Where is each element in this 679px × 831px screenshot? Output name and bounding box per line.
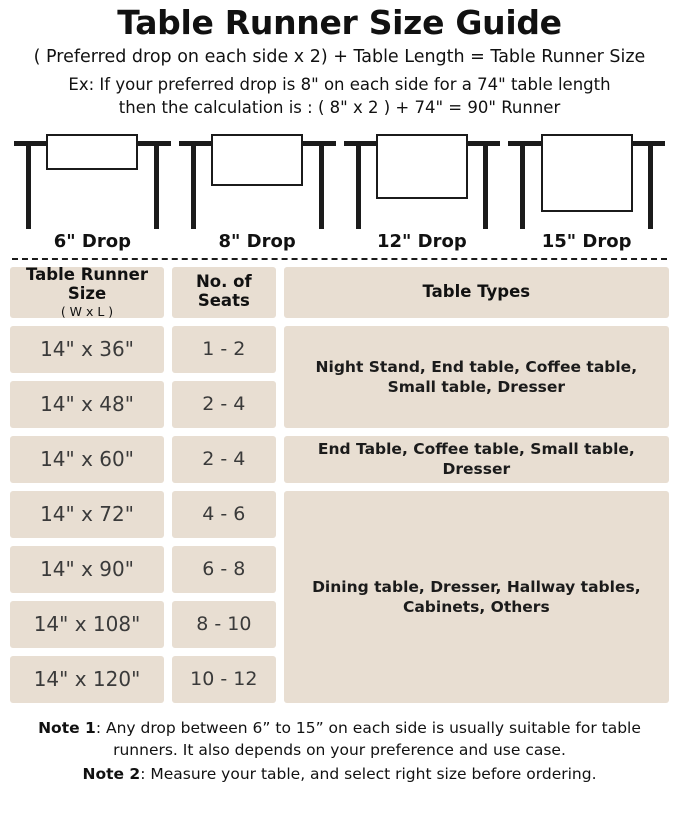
table-leg-left [520, 146, 525, 229]
runner-shape-15 [541, 134, 633, 212]
note-2-text: : Measure your table, and select right size before ordering. [140, 764, 597, 783]
table-row: 6 - 8 [172, 546, 276, 593]
table-leg-right [154, 146, 159, 229]
table-row: 8 - 10 [172, 601, 276, 648]
table-leg-right [319, 146, 324, 229]
note-1-text: : Any drop between 6” to 15” on each side is usually suitable for table runners. It also depends on your preference and use case. [95, 718, 641, 759]
table-row: 10 - 12 [172, 656, 276, 703]
table-row: 14" x 90" [10, 546, 164, 593]
table-leg-right [648, 146, 653, 229]
example-block [10, 74, 669, 119]
table-row: 14" x 108" [10, 601, 164, 648]
header-seats [172, 267, 276, 318]
drop-label-8: 8" Drop [218, 230, 296, 252]
note-2-label: Note 2 [82, 764, 141, 783]
example-line-2: then the calculation is : ( 8" x 2 ) + 74" = 90" Runner [118, 97, 561, 117]
table-row: 14" x 72" [10, 491, 164, 538]
column-seats [172, 267, 276, 711]
table-row: 14" x 48" [10, 381, 164, 428]
divider-dashed [12, 258, 667, 260]
table-row: 2 - 4 [172, 381, 276, 428]
table-leg-left [356, 146, 361, 229]
drop-label-6: 6" Drop [53, 230, 131, 252]
column-table-types [284, 267, 669, 711]
table-row: 14" x 36" [10, 326, 164, 373]
header-runner-size-main: Table Runner Size [26, 264, 148, 303]
drop-labels-row [10, 231, 669, 252]
table-leg-left [191, 146, 196, 229]
table-types-group-2: End Table, Coffee table, Small table, Dresser [284, 436, 669, 483]
size-chart [10, 264, 669, 711]
table-illustration-15 [504, 129, 669, 229]
table-row: 4 - 6 [172, 491, 276, 538]
header-runner-size [10, 264, 164, 319]
table-row: 2 - 4 [172, 436, 276, 483]
table-types-group-3: Dining table, Dresser, Hallway tables, Cabinets, Others [284, 491, 669, 703]
table-leg-left [26, 146, 31, 229]
drop-label-15: 15" Drop [541, 230, 632, 252]
size-guide-page [0, 5, 679, 831]
table-row: 14" x 60" [10, 436, 164, 483]
header-table-types [284, 267, 669, 318]
note-1-label: Note 1 [38, 718, 96, 737]
header-runner-size-sub: ( W x L ) [60, 303, 114, 319]
page-title: Table Runner Size Guide [117, 3, 562, 42]
notes-section [10, 717, 669, 785]
header-seats-label: No. of Seats [195, 272, 252, 311]
column-runner-size [10, 264, 164, 711]
drop-diagram [10, 129, 669, 257]
formula-line: ( Preferred drop on each side x 2) + Table Length = Table Runner Size [33, 47, 646, 68]
example-line-1: Ex: If your preferred drop is 8" on each side for a 74" table length [68, 75, 611, 95]
table-illustration-6 [10, 129, 175, 229]
table-row: 14" x 120" [10, 656, 164, 703]
table-row: 1 - 2 [172, 326, 276, 373]
runner-shape-8 [211, 134, 303, 186]
table-leg-right [483, 146, 488, 229]
table-types-group-1: Night Stand, End table, Coffee table, Small table, Dresser [284, 326, 669, 428]
table-illustration-12 [340, 129, 505, 229]
table-illustration-8 [175, 129, 340, 229]
note-2 [10, 763, 669, 785]
note-1 [10, 717, 669, 761]
drop-label-12: 12" Drop [376, 230, 467, 252]
runner-shape-6 [46, 134, 138, 170]
header-table-types-label: Table Types [422, 281, 531, 301]
diagram-row [10, 129, 669, 229]
runner-shape-12 [376, 134, 468, 199]
